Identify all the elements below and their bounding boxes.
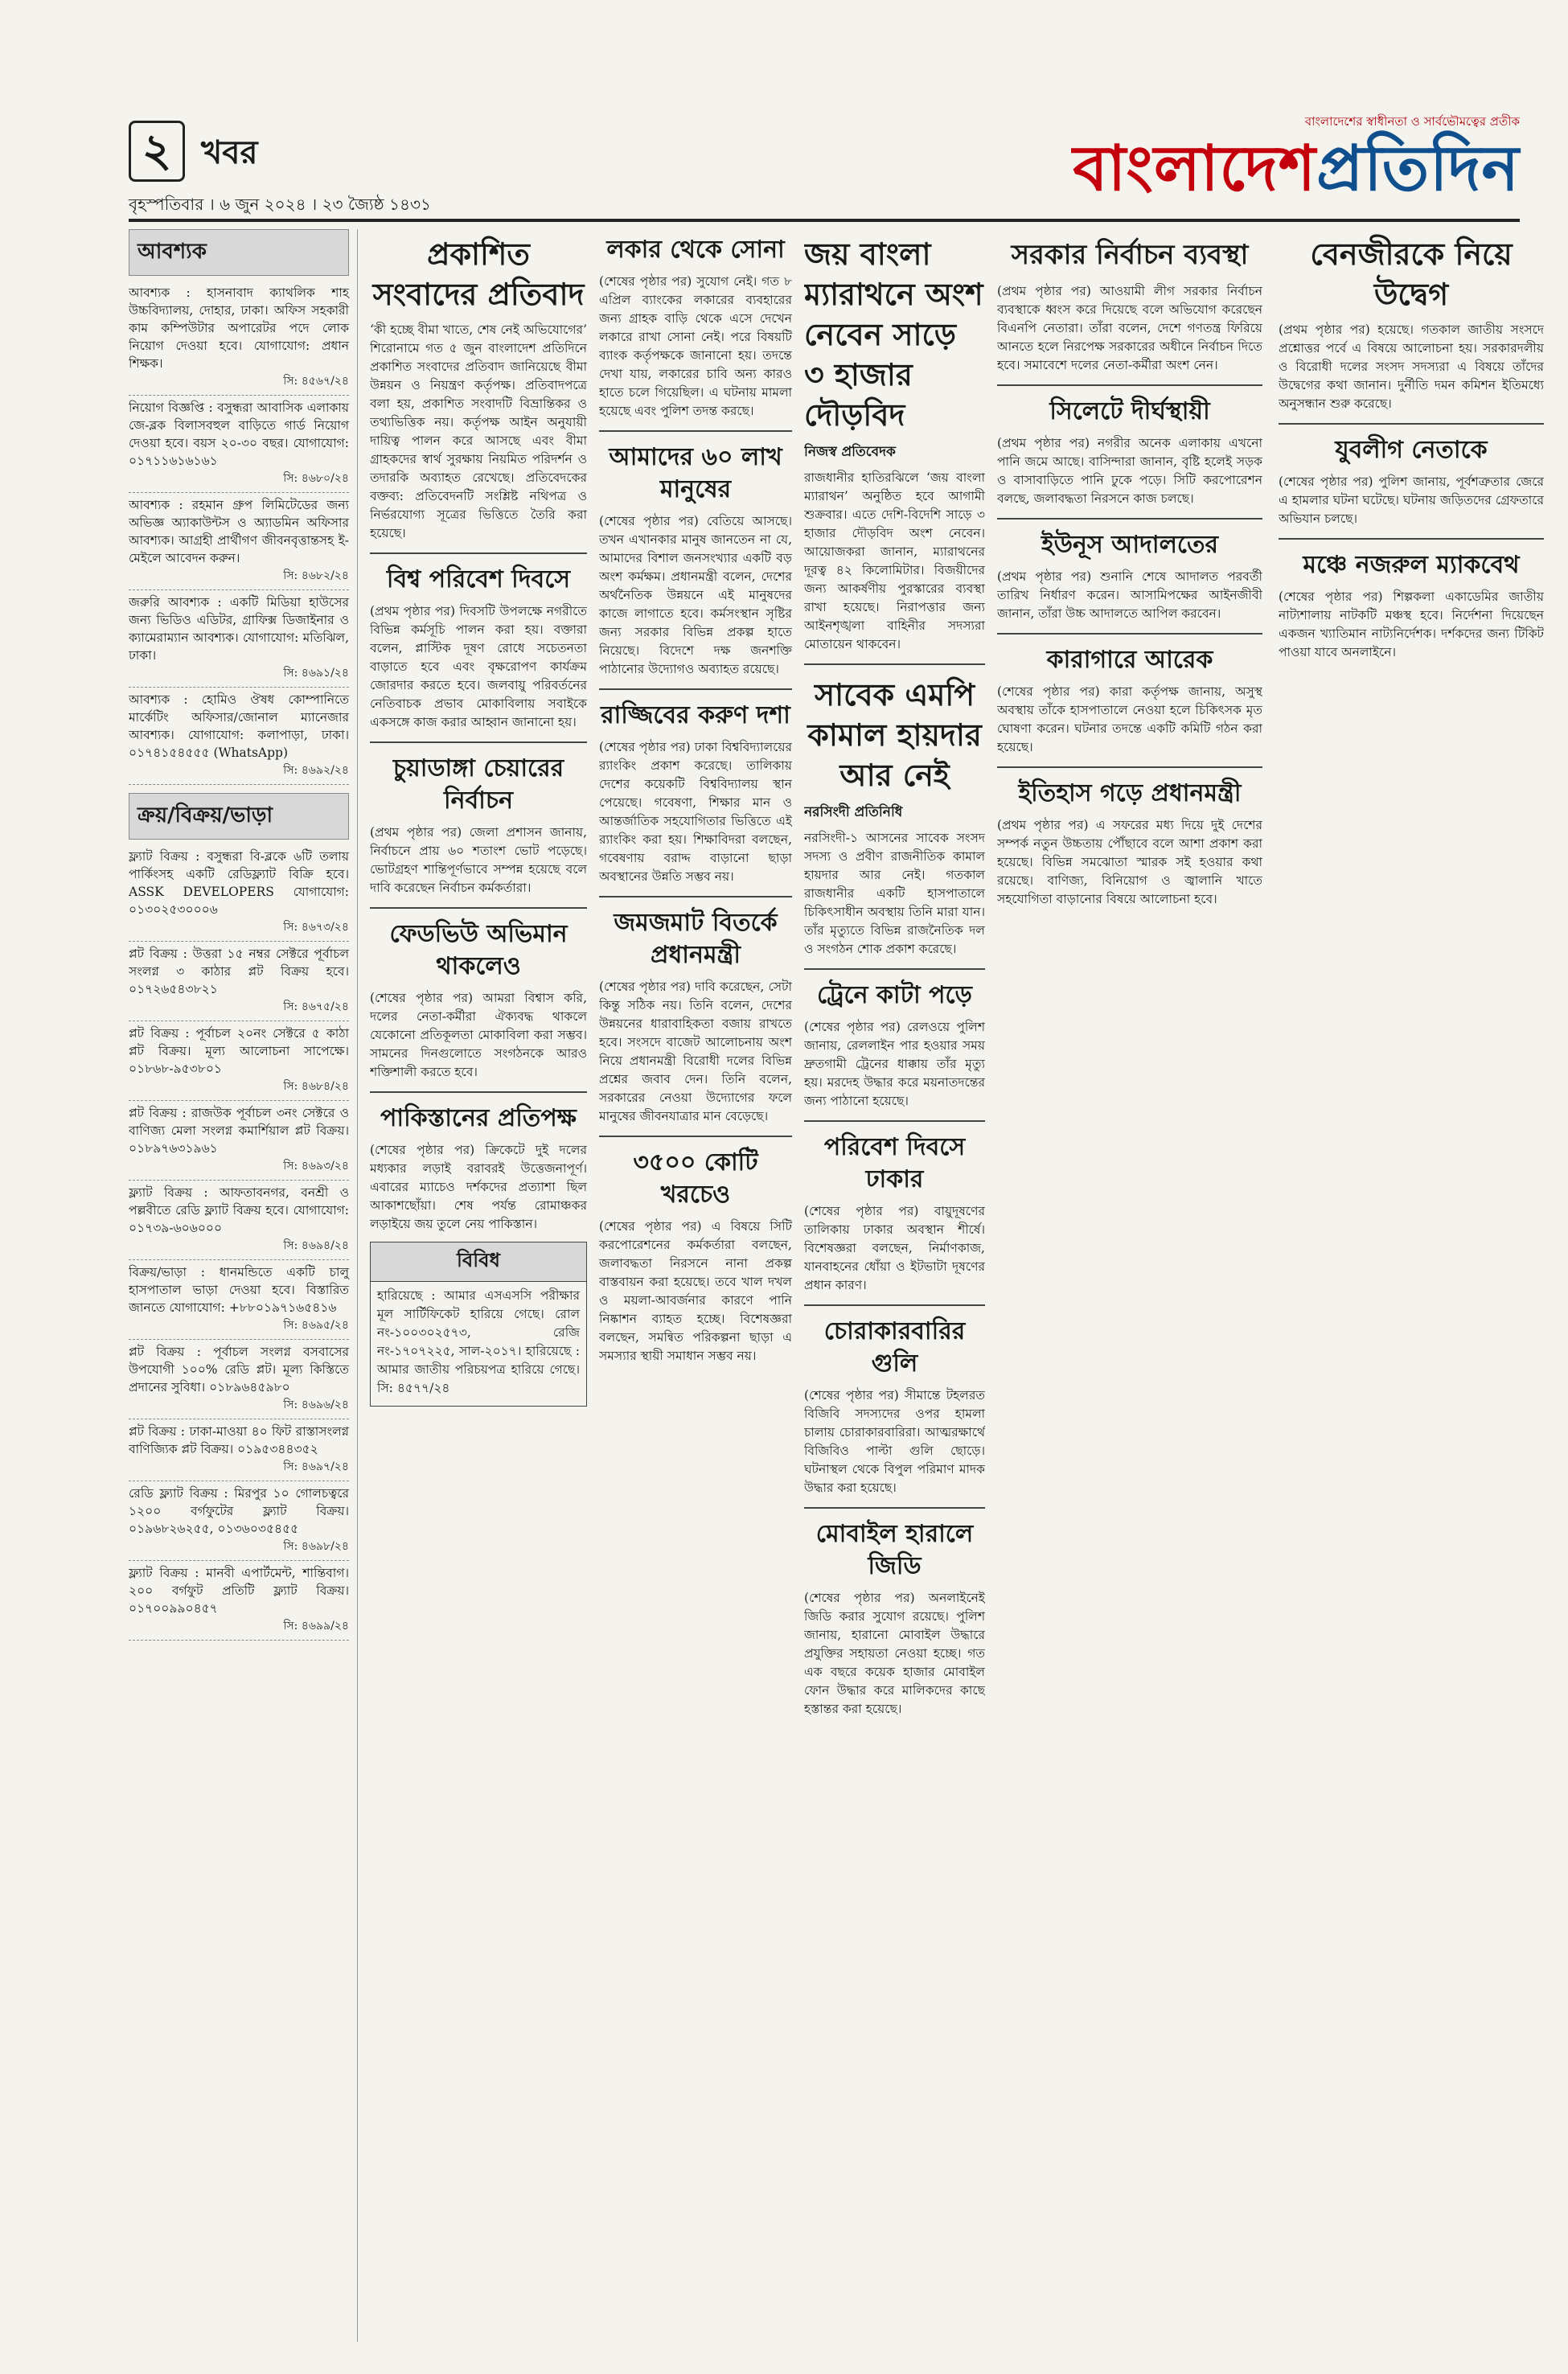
byline-kamal: নরসিংদী প্রতিনিধি <box>804 804 903 820</box>
divider <box>804 968 985 970</box>
brand-name <box>1073 133 1520 205</box>
classified-ad: প্লট বিক্রয় : পূর্বাচল ২০নং সেক্টরে ৫ কাঠা প্লট বিক্রয়। মূল্য আলোচনা সাপেক্ষে। ০১৮৬৮-৯৫৩৮০১ সি: ৪৬৮৪/২৪ <box>129 1021 349 1101</box>
divider <box>599 430 792 432</box>
brand-tagline: বাংলাদেশের স্বাধীনতা ও সার্বভৌমত্বের প্রতীক <box>1304 114 1520 129</box>
divider <box>370 907 587 909</box>
article-body-mobile: (শেষের পৃষ্ঠার পর) অনলাইনেই জিডি করার সুযোগ রয়েছে। পুলিশ জানায়, হারানো মোবাইল উদ্ধারে প্রযুক্তির সহায়তা নেওয়া হচ্ছে। গত এক বছরে কয়েক হাজার মোবাইল ফোন উদ্ধার করে মালিকদের কাছে হস্তান্তর করা হয়েছে। <box>804 1591 985 1716</box>
misc-body: হারিয়েছে : আমার এসএসসি পরীক্ষার মূল সার্টিফিকেট হারিয়ে গেছে। রোল নং-১০০৩০২৫৭৩, রেজি নং-১৭০৭২২৫, সাল-২০১৭। হারিয়েছে : আমার জাতীয় পরিচয়পত্র হারিয়ে গেছে। সি: ৪৫৭৭/২৪ <box>377 1288 580 1395</box>
brand-name-b: প্রতিদিন <box>1316 133 1520 205</box>
headline-jamaat: জমজমাট বিতর্কে প্রধানমন্ত্রী <box>614 909 778 969</box>
divider <box>599 1136 792 1137</box>
article-body-gold: (শেষের পৃষ্ঠার পর) সুযোগ নেই। গত ৮ এপ্রিল ব্যাংকের লকারের ব্যবহারের জন্য গ্রাহক বাড়ি থেকে এসে দেখেন লকারে রাখা সোনা নেই। পরে বিষয়টি ব্যাংক কর্তৃপক্ষকে জানানো হয়। তদন্তে দেখা যায়, লকারের চাবি অন্য কারও হাতে চলে গিয়েছিল। এ ঘটনায় মামলা হয়েছে এবং পুলিশ তদন্ত করছে। <box>599 274 792 418</box>
headline-protest: প্রকাশিত সংবাদের প্রতিবাদ <box>372 236 585 312</box>
column-4 <box>804 229 985 2342</box>
classified-ad: আবশ্যক : হাসনাবাদ ক্যাথলিক শাহ উচ্চবিদ্যালয়, দোহার, ঢাকা। অফিস সহকারী কাম কম্পিউটার অপারেটর পদে লোক নিয়োগ দেওয়া হবে। যোগাযোগ: প্রধান শিক্ষক। সি: ৪৫৬৭/২৪ <box>129 281 349 396</box>
headline-nazrul: মঞ্চে নজরুল ম্যাকবেথ <box>1303 551 1520 579</box>
masthead-rule <box>129 219 1520 222</box>
divider <box>997 633 1262 635</box>
divider <box>804 1304 985 1306</box>
classified-ad: জরুরি আবশ্যক : একটি মিডিয়া হাউসের জন্য ভিডিও এডিটর, গ্রাফিক্স ডিজাইনার ও ক্যামেরাম্যান আবশ্যক। যোগাযোগ: মতিঝিল, ঢাকা। সি: ৪৬৯১/২৪ <box>129 590 349 688</box>
article-body-jamaat: (শেষের পৃষ্ঠার পর) দাবি করেছেন, সেটা কিন্তু সঠিক নয়। তিনি বলেন, দেশের উন্নয়নের ধারাবাহিকতা বজায় রাখতে হবে। সংসদে বাজেট আলোচনায় অংশ নিয়ে প্রধানমন্ত্রী বিরোধী দলের বিভিন্ন প্রশ্নের জবাব দেন। তিনি বলেন, সরকারের নেওয়া উদ্যোগের ফলে মানুষের জীবনযাত্রার মান বেড়েছে। <box>599 980 792 1123</box>
column-2 <box>370 229 587 2342</box>
headline-yunus: ইউনূস আদালতের <box>1041 531 1218 559</box>
divider <box>599 688 792 690</box>
article-body-chuadanga: (প্রথম পৃষ্ঠার পর) জেলা প্রশাসন জানায়, নির্বাচনে প্রায় ৬০ শতাংশ ভোট পড়েছে। ভোটগ্রহণ শান্তিপূর্ণভাবে সম্পন্ন হয়েছে বলে দাবি করেছেন নির্বাচন কর্মকর্তারা। <box>370 825 587 895</box>
headline-begum: বেনজীরকে নিয়ে উদ্বেগ <box>1310 236 1513 312</box>
classified-ad: ফ্ল্যাট বিক্রয় : মানবী এপার্টমেন্ট, শান্তিবাগ। ২০০ বর্গফুট প্রতিটি ফ্ল্যাট বিক্রয়। ০১৭০০৯৯০৪৫৭ সি: ৪৬৯৯/২৪ <box>129 1561 349 1641</box>
divider <box>370 741 587 743</box>
classifieds-title-property: ক্রয়/বিক্রয়/ভাড়া <box>129 793 349 840</box>
divider <box>997 518 1262 520</box>
classified-ad: রেডি ফ্ল্যাট বিক্রয় : মিরপুর ১০ গোলচত্বরে ১২০০ বর্গফুটের ফ্ল্যাট বিক্রয়। ০১৯৬৮২৬২৫৫, ০১৩৬০৩৫৪৫৫ সি: ৪৬৯৮/২৪ <box>129 1481 349 1561</box>
misc-box <box>370 1242 587 1407</box>
article-body-cost: (শেষের পৃষ্ঠার পর) এ বিষয়ে সিটি করপোরেশনের কর্মকর্তারা বলছেন, জলাবদ্ধতা নিরসনে নানা প্রকল্প বাস্তবায়ন করা হয়েছে। তবে খাল দখল ও ময়লা-আবর্জনার কারণে পানি নিষ্কাশন ব্যাহত হচ্ছে। বিশেষজ্ঞরা বলছেন, সমন্বিত পরিকল্পনা ছাড়া এ সমস্যার স্থায়ী সমাধান সম্ভব নয়। <box>599 1219 792 1363</box>
classified-ad: আবশ্যক : হোমিও ঔষধ কোম্পানিতে মার্কেটিং অফিসার/জোনাল ম্যানেজার আবশ্যক। যোগাযোগ: কলাপাড়া, ঢাকা। ০১৭৪১৫৪৫৫৫ (WhatsApp) সি: ৪৬৯২/২৪ <box>129 688 349 785</box>
divider <box>997 766 1262 768</box>
article-body-kamal: নরসিংদী-১ আসনের সাবেক সংসদ সদস্য ও প্রবীণ রাজনীতিক কামাল হায়দার আর নেই। গতকাল রাজধানীর একটি হাসপাতালে চিকিৎসাধীন অবস্থায় তিনি মারা যান। তাঁর মৃত্যুতে বিভিন্ন রাজনৈতিক দল ও সংগঠন শোক প্রকাশ করেছে। <box>804 831 985 956</box>
article-body-history: (প্রথম পৃষ্ঠার পর) এ সফরের মধ্য দিয়ে দুই দেশের সম্পর্ক নতুন উচ্চতায় পৌঁছাবে বলে আশা প্রকাশ করা হয়েছে। বিভিন্ন সমঝোতা স্মারক সই হওয়ার কথা রয়েছে। বাণিজ্য, বিনিয়োগ ও জ্বালানি খাতে সহযোগিতা বাড়ানোর বিষয়ে আলোচনা হবে। <box>997 818 1262 906</box>
classified-ad: আবশ্যক : রহমান গ্রুপ লিমিটেডের জন্য অভিজ্ঞ অ্যাকাউন্টস ও অ্যাডমিন অফিসার আবশ্যক। আগ্রহী প্রার্থীগণ জীবনবৃত্তান্তসহ ই-মেইলে আবেদন করুন। সি: ৪৬৮২/২৪ <box>129 493 349 590</box>
article-body-environment: (প্রথম পৃষ্ঠার পর) দিবসটি উপলক্ষে নগরীতে বিভিন্ন কর্মসূচি পালন করা হয়। বক্তারা বলেন, প্লাস্টিক দূষণ রোধে সচেতনতা বাড়াতে হবে এবং বৃক্ষরোপণ কার্যক্রম জোরদার করতে হবে। জলবায়ু পরিবর্তনের নেতিবাচক প্রভাব মোকাবিলায় সবাইকে একসঙ্গে কাজ করার আহ্বান জানানো হয়। <box>370 604 587 729</box>
article-body-smuggler: (শেষের পৃষ্ঠার পর) সীমান্তে টহলরত বিজিবি সদস্যদের ওপর হামলা চালায় চোরাকারবারিরা। আত্মরক্ষার্থে বিজিবিও পাল্টা গুলি ছোড়ে। ঘটনাস্থল থেকে বিপুল পরিমাণ মাদক উদ্ধার করা হয়েছে। <box>804 1388 985 1495</box>
classified-ad: প্লট বিক্রয় : পূর্বাচল সংলগ্ন বসবাসের উপযোগী ১০০% রেডি প্লট। মূল্য কিস্তিতে প্রদানের সুবিধা। ০১৮৯৬৪৫৯৮০ সি: ৪৬৯৬/২৪ <box>129 1340 349 1419</box>
divider <box>1279 538 1544 540</box>
divider <box>370 552 587 554</box>
brand-name-a: বাংলাদেশ <box>1073 133 1317 205</box>
headline-smuggler: চোরাকারবারির গুলি <box>823 1317 966 1378</box>
headline-sylhet: সিলেটে দীর্ঘস্থায়ী <box>1049 397 1210 425</box>
headline-election: সরকার নির্বাচন ব্যবস্থা <box>1011 239 1249 271</box>
divider <box>804 1120 985 1122</box>
headline-kamal: সাবেক এমপি কামাল হায়দার আর নেই <box>807 677 982 793</box>
headline-sixty: আমাদের ৬০ লাখ মানুষের <box>609 443 782 503</box>
headline-train: ট্রেনে কাটা পড়ে <box>817 981 972 1009</box>
headline-dhaka-env: পরিবেশ দিবসে ঢাকার <box>823 1133 966 1193</box>
headline-gold: লকার থেকে সোনা <box>606 236 785 264</box>
article-body-sixty: (শেষের পৃষ্ঠার পর) বেতিয়ে আসছে। তখন এখানকার মানুষ জানতেন না যে, আমাদের বিশাল জনসংখ্যার একটি বড় অংশ কর্মক্ষম। প্রধানমন্ত্রী বলেন, দেশের অর্থনৈতিক উন্নয়নে এই মানুষদের কাজে লাগাতে হবে। কর্মসংস্থান সৃষ্টির জন্য সরকার বিভিন্ন প্রকল্প হাতে নিয়েছে। বিদেশে দক্ষ জনশক্তি পাঠানোর উদ্যোগও অব্যাহত রয়েছে। <box>599 514 792 676</box>
newspaper-logo <box>1073 113 1520 205</box>
divider <box>804 1507 985 1509</box>
divider <box>599 896 792 897</box>
article-body-marathon: রাজধানীর হাতিরঝিলে ‘জয় বাংলা ম্যারাথন’ অনুষ্ঠিত হবে আগামী শুক্রবার। এতে দেশি-বিদেশি সাড়ে ৩ হাজার দৌড়বিদ অংশ নেবেন। আয়োজকরা জানান, ম্যারাথনের দূরত্ব ৪২ কিলোমিটার। বিজয়ীদের জন্য আকর্ষণীয় পুরস্কারের ব্যবস্থা রাখা হয়েছে। নিরাপত্তার জন্য আইনশৃঙ্খলা বাহিনীর সদস্যরা মোতায়েন থাকবেন। <box>804 470 985 651</box>
byline-marathon: নিজস্ব প্রতিবেদক <box>804 444 896 460</box>
article-body-nazrul: (শেষের পৃষ্ঠার পর) শিল্পকলা একাডেমির জাতীয় নাট্যশালায় নাটকটি মঞ্চস্থ হবে। নির্দেশনা দিয়েছেন একজন খ্যাতিমান নাট্যনির্দেশক। দর্শকদের জন্য টিকিট পাওয়া যাবে অনলাইনে। <box>1279 589 1544 659</box>
headline-prison: কারাগারে আরেক <box>1046 646 1213 674</box>
classified-ad: বিক্রয়/ভাড়া : ধানমন্ডিতে একটি চালু হাসপাতাল ভাড়া দেওয়া হবে। বিস্তারিত জানতে যোগাযোগ: +৮৮০১৯৭১৬৫৪১৬ সি: ৪৬৯৫/২৪ <box>129 1260 349 1340</box>
classified-ad: প্লট বিক্রয় : রাজউক পূর্বাচল ৩নং সেক্টরে ও বাণিজ্য মেলা সংলগ্ন কমার্শিয়াল প্লট বিক্রয়। ০১৮৯৭৬৩১৯৬১ সি: ৪৬৯৩/২৪ <box>129 1101 349 1181</box>
article-body-rajshahi: (শেষের পৃষ্ঠার পর) ঢাকা বিশ্ববিদ্যালয়ের র‍্যাংকিং প্রকাশ করেছে। তালিকায় দেশের কয়েকটি বিশ্ববিদ্যালয় স্থান পেয়েছে। গবেষণা, শিক্ষার মান ও আন্তর্জাতিক সহযোগিতার ভিত্তিতে এই র‍্যাংকিং করা হয়। শিক্ষাবিদরা বলছেন, গবেষণায় বরাদ্দ বাড়ানো ছাড়া অবস্থানের উন্নতি সম্ভব নয়। <box>599 740 792 884</box>
article-body-pakistan: (শেষের পৃষ্ঠার পর) ক্রিকেটে দুই দলের মধ্যকার লড়াই বরাবরই উত্তেজনাপূর্ণ। এবারের ম্যাচেও দর্শকদের প্রত্যাশা ছিল আকাশছোঁয়া। শেষ পর্যন্ত রোমাঞ্চকর লড়াইয়ে জয় তুলে নেয় পাকিস্তান। <box>370 1143 587 1231</box>
classified-ad: ফ্ল্যাট বিক্রয় : আফতাবনগর, বনশ্রী ও পল্লবীতে রেডি ফ্ল্যাট বিক্রয় হবে। যোগাযোগ: ০১৭৩৯-৬০৬০০০ সি: ৪৬৯৪/২৪ <box>129 1181 349 1260</box>
article-body-sylhet: (প্রথম পৃষ্ঠার পর) নগরীর অনেক এলাকায় এখনো পানি জমে আছে। বাসিন্দারা জানান, বৃষ্টি হলেই সড়ক ও বাসাবাড়িতে পানি ঢুকে পড়ে। সিটি করপোরেশন বলছে, জলাবদ্ধতা নিরসনে কাজ চলছে। <box>997 436 1262 506</box>
article-body-yunus: (প্রথম পৃষ্ঠার পর) শুনানি শেষে আদালত পরবর্তী তারিখ নির্ধারণ করেন। আসামিপক্ষের আইনজীবী জানান, তাঁরা উচ্চ আদালতে আপিল করবেন। <box>997 569 1262 621</box>
headline-marathon: জয় বাংলা ম্যারাথনে অংশ নেবেন সাড়ে ৩ হাজার দৌড়বিদ <box>804 236 983 433</box>
classified-ad: প্লট বিক্রয় : উত্তরা ১৫ নম্বর সেক্টরে পূর্বাচল সংলগ্ন ৩ কাঠার প্লট বিক্রয় হবে। ০১৭২৬৫৪৩৮২১ সি: ৪৬৭৫/২৪ <box>129 942 349 1021</box>
classified-ad: নিয়োগ বিজ্ঞপ্তি : বসুন্ধরা আবাসিক এলাকায় জে-ব্লক বিলাসবহুল বাড়িতে গার্ড নিয়োগ দেওয়া হবে। বয়স ২০-৩০ বছর। যোগাযোগ: ০১৭১১৬১৬১৬১ সি: ৪৬৮০/২৪ <box>129 396 349 493</box>
headline-pakistan: পাকিস্তানের প্রতিপক্ষ <box>380 1104 577 1132</box>
article-body-election: (প্রথম পৃষ্ঠার পর) আওয়ামী লীগ সরকার নির্বাচন ব্যবস্থাকে ধ্বংস করে দিয়েছে বলে অভিযোগ করেছেন বিএনপি নেতারা। তাঁরা বলেন, দেশে গণতন্ত্র ফিরিয়ে আনতে হলে নিরপেক্ষ সরকারের অধীনে নির্বাচন দিতে হবে। সমাবেশে দলের নেতা-কর্মীরা অংশ নেন। <box>997 284 1262 372</box>
divider <box>997 384 1262 386</box>
headline-jubo: যুবলীগ নেতাকে <box>1335 436 1488 464</box>
section-title: খবর <box>201 134 258 171</box>
headline-chuadanga: চুয়াডাঙ্গা চেয়ারের নির্বাচন <box>392 754 564 815</box>
classified-ad: ফ্ল্যাট বিক্রয় : বসুন্ধরা বি-ব্লকে ৬টি তলায় পার্কিংসহ একটি রেডিফ্ল্যাট বিক্রি হবে। ASSK DEVELOPERS যোগাযোগ: ০১৩০২৫৩০০০৬ সি: ৪৬৭৩/২৪ <box>129 844 349 942</box>
headline-kanjo: ফেডভিউ অভিমান থাকলেও <box>389 920 568 980</box>
article-body-dhaka-env: (শেষের পৃষ্ঠার পর) বায়ুদূষণের তালিকায় ঢাকার অবস্থান শীর্ষে। বিশেষজ্ঞরা বলছেন, নির্মাণকাজ, যানবাহনের ধোঁয়া ও ইটভাটা দূষণের প্রধান কারণ। <box>804 1204 985 1292</box>
classifieds-title: আবশ্যক <box>129 229 349 276</box>
classifieds-column <box>129 229 358 2342</box>
headline-cost: ৩৫০০ কোটি খরচেও <box>633 1148 758 1209</box>
dateline: বৃহস্পতিবার । ৬ জুন ২০২৪ । ২৩ জ্যৈষ্ঠ ১৪৩১ <box>129 195 431 214</box>
article-body-begum: (প্রথম পৃষ্ঠার পর) হয়েছে। গতকাল জাতীয় সংসদে প্রশ্নোত্তর পর্বে এ বিষয়ে আলোচনা হয়। সরকারদলীয় ও বিরোধী দলের সংসদ সদস্যরা এ বিষয়ে তাঁদের উদ্বেগের কথা জানান। দুর্নীতি দমন কমিশন ইতিমধ্যে অনুসন্ধান শুরু করেছে। <box>1279 322 1544 411</box>
article-body-jubo: (শেষের পৃষ্ঠার পর) পুলিশ জানায়, পূর্বশত্রুতার জেরে এ হামলার ঘটনা ঘটেছে। ঘটনায় জড়িতদের গ্রেফতারে অভিযান চলছে। <box>1279 474 1544 526</box>
masthead <box>24 64 1544 217</box>
article-body-kanjo: (শেষের পৃষ্ঠার পর) আমরা বিশ্বাস করি, দলের নেতা-কর্মীরা ঐক্যবদ্ধ থাকলে যেকোনো প্রতিকূলতা মোকাবিলা করা সম্ভব। সামনের দিনগুলোতে সংগঠনকে আরও শক্তিশালী করতে হবে। <box>370 991 587 1079</box>
divider <box>1279 423 1544 425</box>
page-number: ২ <box>129 121 185 182</box>
headline-mobile: মোবাইল হারালে জিডি <box>815 1520 974 1580</box>
column-6-stories <box>1279 229 1544 2342</box>
divider <box>370 1091 587 1093</box>
column-3 <box>599 229 792 2342</box>
article-body-train: (শেষের পৃষ্ঠার পর) রেলওয়ে পুলিশ জানায়, রেললাইন পার হওয়ার সময় দ্রুতগামী ট্রেনের ধাক্কায় তাঁর মৃত্যু হয়। মরদেহ উদ্ধার করে ময়নাতদন্তের জন্য পাঠানো হয়েছে। <box>804 1020 985 1108</box>
divider <box>804 663 985 665</box>
headline-environment: বিশ্ব পরিবেশ দিবসে <box>386 565 571 594</box>
article-body-prison: (শেষের পৃষ্ঠার পর) কারা কর্তৃপক্ষ জানায়, অসুস্থ অবস্থায় তাঁকে হাসপাতালে নেওয়া হলে চিকিৎসক মৃত ঘোষণা করেন। ঘটনার তদন্তে একটি কমিটি গঠন করা হয়েছে। <box>997 684 1262 754</box>
column-5-news-final <box>997 229 1262 2342</box>
misc-title: বিবিধ <box>371 1242 586 1282</box>
classified-ad: প্লট বিক্রয় : ঢাকা-মাওয়া ৪০ ফিট রাস্তাসংলগ্ন বাণিজ্যিক প্লট বিক্রয়। ০১৯৫৩৪৪৩৫২ সি: ৪৬৯৭/২৪ <box>129 1419 349 1481</box>
article-body-protest: ‘কী হচ্ছে বীমা খাতে, শেষ নেই অভিযোগের’ শিরোনামে গত ৫ জুন বাংলাদেশ প্রতিদিনে প্রকাশিত সংবাদের প্রতিবাদ জানিয়েছে বীমা উন্নয়ন ও নিয়ন্ত্রণ কর্তৃপক্ষ। প্রতিবাদপত্রে বলা হয়, প্রকাশিত সংবাদটি বিভ্রান্তিকর ও তথ্যভিত্তিক নয়। কর্তৃপক্ষ আইন অনুযায়ী দায়িত্ব পালন করে আসছে এবং বীমা গ্রাহকদের স্বার্থ সুরক্ষায় নিয়মিত পরিদর্শন ও তদারকি অব্যাহত রেখেছে। প্রতিবেদকের বক্তব্য: প্রতিবেদনটি সংশ্লিষ্ট নথিপত্র ও নির্ভরযোগ্য সূত্রের ভিত্তিতে তৈরি করা হয়েছে। <box>370 322 587 540</box>
headline-rajshahi: রাজ্জিবের করুণ দশা <box>601 701 790 729</box>
headline-history: ইতিহাস গড়ে প্রধানমন্ত্রী <box>1018 779 1242 807</box>
